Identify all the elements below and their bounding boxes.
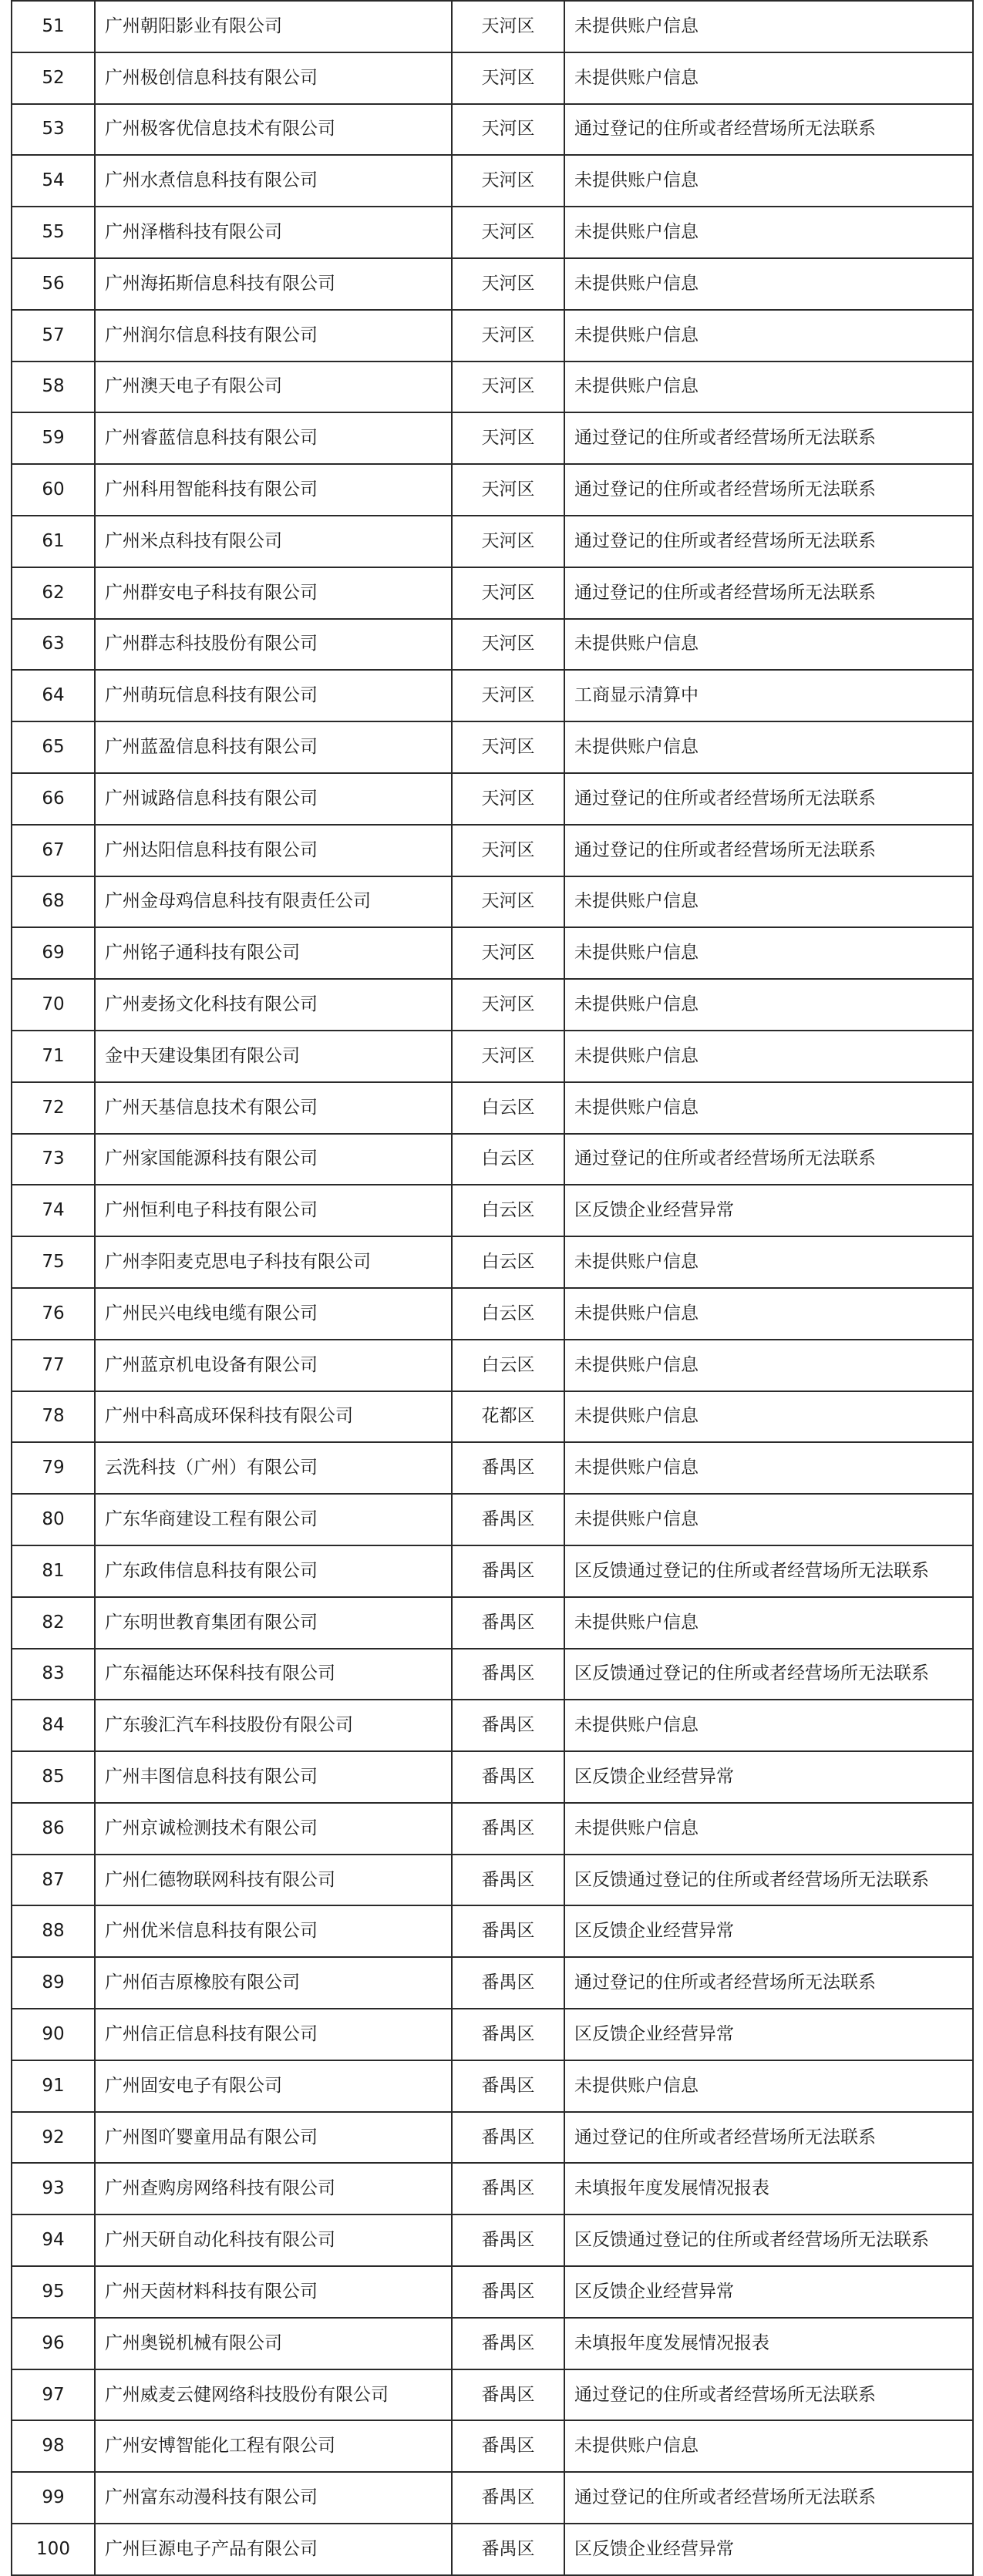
company-name: 广州极客优信息技术有限公司 — [95, 104, 452, 156]
district: 天河区 — [452, 207, 564, 258]
company-name: 广州海拓斯信息科技有限公司 — [95, 258, 452, 310]
reason: 未提供账户信息 — [564, 979, 973, 1031]
table-row — [12, 464, 973, 516]
company-name: 广州铭子通科技有限公司 — [95, 927, 452, 979]
reason: 通过登记的住所或者经营场所无法联系 — [564, 773, 973, 825]
district: 番禺区 — [452, 1442, 564, 1494]
row-number: 61 — [12, 516, 95, 567]
row-number: 91 — [12, 2060, 95, 2112]
table-row — [12, 721, 973, 773]
district: 天河区 — [452, 876, 564, 928]
table-row — [12, 2472, 973, 2524]
reason: 通过登记的住所或者经营场所无法联系 — [564, 464, 973, 516]
company-name: 云洗科技（广州）有限公司 — [95, 1442, 452, 1494]
reason: 区反馈通过登记的住所或者经营场所无法联系 — [564, 1649, 973, 1700]
table-row — [12, 1649, 973, 1700]
table-row — [12, 155, 973, 207]
company-name: 金中天建设集团有限公司 — [95, 1031, 452, 1082]
reason: 通过登记的住所或者经营场所无法联系 — [564, 516, 973, 567]
table-row — [12, 1082, 973, 1134]
table-row — [12, 1494, 973, 1545]
district: 天河区 — [452, 825, 564, 876]
table-row — [12, 207, 973, 258]
district: 番禺区 — [452, 1855, 564, 1906]
row-number: 98 — [12, 2420, 95, 2472]
company-name: 广州仁德物联网科技有限公司 — [95, 1855, 452, 1906]
reason: 未提供账户信息 — [564, 927, 973, 979]
district: 番禺区 — [452, 2163, 564, 2214]
district: 天河区 — [452, 1031, 564, 1082]
district: 天河区 — [452, 464, 564, 516]
reason: 通过登记的住所或者经营场所无法联系 — [564, 2369, 973, 2421]
table-row — [12, 1236, 973, 1288]
reason: 通过登记的住所或者经营场所无法联系 — [564, 567, 973, 619]
table-row — [12, 876, 973, 928]
company-name: 广州奥锐机械有限公司 — [95, 2318, 452, 2369]
district: 天河区 — [452, 412, 564, 464]
reason: 通过登记的住所或者经营场所无法联系 — [564, 1957, 973, 2009]
company-name: 广州澳天电子有限公司 — [95, 362, 452, 413]
table-row — [12, 2060, 973, 2112]
row-number: 82 — [12, 1597, 95, 1649]
district: 白云区 — [452, 1134, 564, 1185]
table-row — [12, 1700, 973, 1751]
row-number: 58 — [12, 362, 95, 413]
table-row — [12, 2266, 973, 2318]
reason: 区反馈企业经营异常 — [564, 2009, 973, 2060]
district: 白云区 — [452, 1185, 564, 1236]
company-name: 广州蓝盈信息科技有限公司 — [95, 721, 452, 773]
row-number: 65 — [12, 721, 95, 773]
row-number: 92 — [12, 2112, 95, 2164]
row-number: 77 — [12, 1340, 95, 1391]
reason: 未提供账户信息 — [564, 1031, 973, 1082]
reason: 区反馈通过登记的住所或者经营场所无法联系 — [564, 2214, 973, 2266]
row-number: 71 — [12, 1031, 95, 1082]
row-number: 70 — [12, 979, 95, 1031]
row-number: 88 — [12, 1905, 95, 1957]
row-number: 69 — [12, 927, 95, 979]
company-list-table — [11, 0, 974, 2576]
table-row — [12, 1957, 973, 2009]
row-number: 84 — [12, 1700, 95, 1751]
table-row — [12, 2163, 973, 2214]
district: 番禺区 — [452, 2524, 564, 2575]
table-row — [12, 412, 973, 464]
district: 天河区 — [452, 773, 564, 825]
table-row — [12, 979, 973, 1031]
company-name: 广州达阳信息科技有限公司 — [95, 825, 452, 876]
table-row — [12, 516, 973, 567]
company-name: 广州富东动漫科技有限公司 — [95, 2472, 452, 2524]
row-number: 51 — [12, 1, 95, 52]
row-number: 96 — [12, 2318, 95, 2369]
table-row — [12, 2524, 973, 2575]
reason: 未提供账户信息 — [564, 52, 973, 104]
company-name: 广州威麦云健网络科技股份有限公司 — [95, 2369, 452, 2421]
row-number: 81 — [12, 1545, 95, 1597]
company-name: 广州巨源电子产品有限公司 — [95, 2524, 452, 2575]
table-row — [12, 2318, 973, 2369]
reason: 未提供账户信息 — [564, 1803, 973, 1855]
company-name: 广州泽楷科技有限公司 — [95, 207, 452, 258]
district: 番禺区 — [452, 2214, 564, 2266]
company-name: 广州麦扬文化科技有限公司 — [95, 979, 452, 1031]
table-row — [12, 1803, 973, 1855]
row-number: 94 — [12, 2214, 95, 2266]
reason: 未提供账户信息 — [564, 258, 973, 310]
row-number: 60 — [12, 464, 95, 516]
district: 天河区 — [452, 155, 564, 207]
district: 番禺区 — [452, 1751, 564, 1803]
table-row — [12, 1, 973, 52]
company-name: 广州天研自动化科技有限公司 — [95, 2214, 452, 2266]
district: 天河区 — [452, 927, 564, 979]
district: 番禺区 — [452, 1905, 564, 1957]
reason: 未填报年度发展情况报表 — [564, 2163, 973, 2214]
table-row — [12, 1855, 973, 1906]
table-row — [12, 1185, 973, 1236]
district: 番禺区 — [452, 1803, 564, 1855]
table-row — [12, 2420, 973, 2472]
table-row — [12, 2009, 973, 2060]
table-row — [12, 2214, 973, 2266]
table-row — [12, 1340, 973, 1391]
table-row — [12, 567, 973, 619]
company-name: 广州朝阳影业有限公司 — [95, 1, 452, 52]
reason: 区反馈通过登记的住所或者经营场所无法联系 — [564, 1545, 973, 1597]
row-number: 75 — [12, 1236, 95, 1288]
company-name: 广州润尔信息科技有限公司 — [95, 310, 452, 362]
company-name: 广州萌玩信息科技有限公司 — [95, 670, 452, 721]
row-number: 87 — [12, 1855, 95, 1906]
row-number: 56 — [12, 258, 95, 310]
row-number: 66 — [12, 773, 95, 825]
table-row — [12, 927, 973, 979]
reason: 未提供账户信息 — [564, 1082, 973, 1134]
district: 天河区 — [452, 52, 564, 104]
table-row — [12, 1134, 973, 1185]
company-name: 广州恒利电子科技有限公司 — [95, 1185, 452, 1236]
row-number: 54 — [12, 155, 95, 207]
district: 花都区 — [452, 1391, 564, 1443]
reason: 区反馈通过登记的住所或者经营场所无法联系 — [564, 1855, 973, 1906]
reason: 未提供账户信息 — [564, 310, 973, 362]
district: 天河区 — [452, 104, 564, 156]
district: 天河区 — [452, 721, 564, 773]
reason: 区反馈企业经营异常 — [564, 2266, 973, 2318]
table-row — [12, 310, 973, 362]
company-name: 广州群安电子科技有限公司 — [95, 567, 452, 619]
reason: 未提供账户信息 — [564, 1442, 973, 1494]
company-name: 广州固安电子有限公司 — [95, 2060, 452, 2112]
district: 番禺区 — [452, 1597, 564, 1649]
table-row — [12, 2369, 973, 2421]
row-number: 59 — [12, 412, 95, 464]
reason: 未提供账户信息 — [564, 362, 973, 413]
reason: 未提供账户信息 — [564, 1494, 973, 1545]
table-row — [12, 362, 973, 413]
company-name: 广东明世教育集团有限公司 — [95, 1597, 452, 1649]
row-number: 80 — [12, 1494, 95, 1545]
reason: 通过登记的住所或者经营场所无法联系 — [564, 412, 973, 464]
company-name: 广州中科高成环保科技有限公司 — [95, 1391, 452, 1443]
row-number: 97 — [12, 2369, 95, 2421]
district: 番禺区 — [452, 1649, 564, 1700]
company-name: 广州天茵材料科技有限公司 — [95, 2266, 452, 2318]
district: 番禺区 — [452, 2112, 564, 2164]
row-number: 83 — [12, 1649, 95, 1700]
table-row — [12, 104, 973, 156]
reason: 未提供账户信息 — [564, 2060, 973, 2112]
company-name: 广东华商建设工程有限公司 — [95, 1494, 452, 1545]
table-row — [12, 1751, 973, 1803]
company-name: 广州京诚检测技术有限公司 — [95, 1803, 452, 1855]
district: 天河区 — [452, 670, 564, 721]
company-name: 广州米点科技有限公司 — [95, 516, 452, 567]
company-name: 广东政伟信息科技有限公司 — [95, 1545, 452, 1597]
district: 番禺区 — [452, 2369, 564, 2421]
company-name: 广州丰图信息科技有限公司 — [95, 1751, 452, 1803]
company-name: 广州科用智能科技有限公司 — [95, 464, 452, 516]
district: 天河区 — [452, 1, 564, 52]
row-number: 99 — [12, 2472, 95, 2524]
district: 番禺区 — [452, 2472, 564, 2524]
district: 天河区 — [452, 516, 564, 567]
row-number: 57 — [12, 310, 95, 362]
table-row — [12, 1597, 973, 1649]
company-name: 广东骏汇汽车科技股份有限公司 — [95, 1700, 452, 1751]
reason: 未提供账户信息 — [564, 619, 973, 671]
reason: 通过登记的住所或者经营场所无法联系 — [564, 825, 973, 876]
company-name: 广州极创信息科技有限公司 — [95, 52, 452, 104]
reason: 工商显示清算中 — [564, 670, 973, 721]
district: 番禺区 — [452, 1957, 564, 2009]
company-name: 广东福能达环保科技有限公司 — [95, 1649, 452, 1700]
company-name: 广州群志科技股份有限公司 — [95, 619, 452, 671]
reason: 未提供账户信息 — [564, 155, 973, 207]
district: 天河区 — [452, 310, 564, 362]
table-row — [12, 52, 973, 104]
reason: 通过登记的住所或者经营场所无法联系 — [564, 2472, 973, 2524]
district: 白云区 — [452, 1082, 564, 1134]
district: 番禺区 — [452, 1545, 564, 1597]
district: 番禺区 — [452, 2009, 564, 2060]
table-row — [12, 619, 973, 671]
table-row — [12, 773, 973, 825]
district: 白云区 — [452, 1288, 564, 1340]
company-name: 广州佰吉原橡胶有限公司 — [95, 1957, 452, 2009]
district: 天河区 — [452, 258, 564, 310]
district: 番禺区 — [452, 2318, 564, 2369]
table-row — [12, 1905, 973, 1957]
district: 天河区 — [452, 567, 564, 619]
company-name: 广州图吖婴童用品有限公司 — [95, 2112, 452, 2164]
company-list-body — [12, 1, 973, 2575]
row-number: 62 — [12, 567, 95, 619]
table-row — [12, 1442, 973, 1494]
company-name: 广州金母鸡信息科技有限责任公司 — [95, 876, 452, 928]
reason: 未提供账户信息 — [564, 1288, 973, 1340]
reason: 未提供账户信息 — [564, 721, 973, 773]
table-row — [12, 2112, 973, 2164]
reason: 未提供账户信息 — [564, 1391, 973, 1443]
table-row — [12, 1545, 973, 1597]
reason: 未提供账户信息 — [564, 2420, 973, 2472]
reason: 未提供账户信息 — [564, 1597, 973, 1649]
row-number: 79 — [12, 1442, 95, 1494]
reason: 区反馈企业经营异常 — [564, 1751, 973, 1803]
reason: 通过登记的住所或者经营场所无法联系 — [564, 104, 973, 156]
company-name: 广州水煮信息科技有限公司 — [95, 155, 452, 207]
district: 天河区 — [452, 362, 564, 413]
district: 番禺区 — [452, 1700, 564, 1751]
row-number: 85 — [12, 1751, 95, 1803]
reason: 未提供账户信息 — [564, 207, 973, 258]
reason: 区反馈企业经营异常 — [564, 1185, 973, 1236]
district: 番禺区 — [452, 2060, 564, 2112]
company-name: 广州优米信息科技有限公司 — [95, 1905, 452, 1957]
row-number: 73 — [12, 1134, 95, 1185]
table-row — [12, 1288, 973, 1340]
reason: 通过登记的住所或者经营场所无法联系 — [564, 2112, 973, 2164]
district: 天河区 — [452, 979, 564, 1031]
row-number: 72 — [12, 1082, 95, 1134]
district: 番禺区 — [452, 1494, 564, 1545]
reason: 区反馈企业经营异常 — [564, 1905, 973, 1957]
row-number: 93 — [12, 2163, 95, 2214]
row-number: 86 — [12, 1803, 95, 1855]
reason: 未提供账户信息 — [564, 1, 973, 52]
table-row — [12, 670, 973, 721]
district: 番禺区 — [452, 2420, 564, 2472]
row-number: 90 — [12, 2009, 95, 2060]
reason: 区反馈企业经营异常 — [564, 2524, 973, 2575]
row-number: 74 — [12, 1185, 95, 1236]
row-number: 64 — [12, 670, 95, 721]
company-name: 广州睿蓝信息科技有限公司 — [95, 412, 452, 464]
row-number: 76 — [12, 1288, 95, 1340]
company-name: 广州民兴电线电缆有限公司 — [95, 1288, 452, 1340]
reason: 未填报年度发展情况报表 — [564, 2318, 973, 2369]
table-row — [12, 825, 973, 876]
company-name: 广州天基信息技术有限公司 — [95, 1082, 452, 1134]
reason: 未提供账户信息 — [564, 1700, 973, 1751]
company-name: 广州蓝京机电设备有限公司 — [95, 1340, 452, 1391]
reason: 未提供账户信息 — [564, 1340, 973, 1391]
row-number: 100 — [12, 2524, 95, 2575]
row-number: 52 — [12, 52, 95, 104]
row-number: 89 — [12, 1957, 95, 2009]
row-number: 68 — [12, 876, 95, 928]
district: 番禺区 — [452, 2266, 564, 2318]
table-row — [12, 1391, 973, 1443]
district: 白云区 — [452, 1340, 564, 1391]
reason: 通过登记的住所或者经营场所无法联系 — [564, 1134, 973, 1185]
company-name: 广州诚路信息科技有限公司 — [95, 773, 452, 825]
reason: 未提供账户信息 — [564, 876, 973, 928]
company-name: 广州查购房网络科技有限公司 — [95, 2163, 452, 2214]
reason: 未提供账户信息 — [564, 1236, 973, 1288]
district: 天河区 — [452, 619, 564, 671]
company-name: 广州李阳麦克思电子科技有限公司 — [95, 1236, 452, 1288]
company-name: 广州家国能源科技有限公司 — [95, 1134, 452, 1185]
row-number: 78 — [12, 1391, 95, 1443]
table-row — [12, 1031, 973, 1082]
row-number: 53 — [12, 104, 95, 156]
company-name: 广州安博智能化工程有限公司 — [95, 2420, 452, 2472]
row-number: 95 — [12, 2266, 95, 2318]
row-number: 63 — [12, 619, 95, 671]
row-number: 67 — [12, 825, 95, 876]
company-name: 广州信正信息科技有限公司 — [95, 2009, 452, 2060]
table-row — [12, 258, 973, 310]
district: 白云区 — [452, 1236, 564, 1288]
row-number: 55 — [12, 207, 95, 258]
